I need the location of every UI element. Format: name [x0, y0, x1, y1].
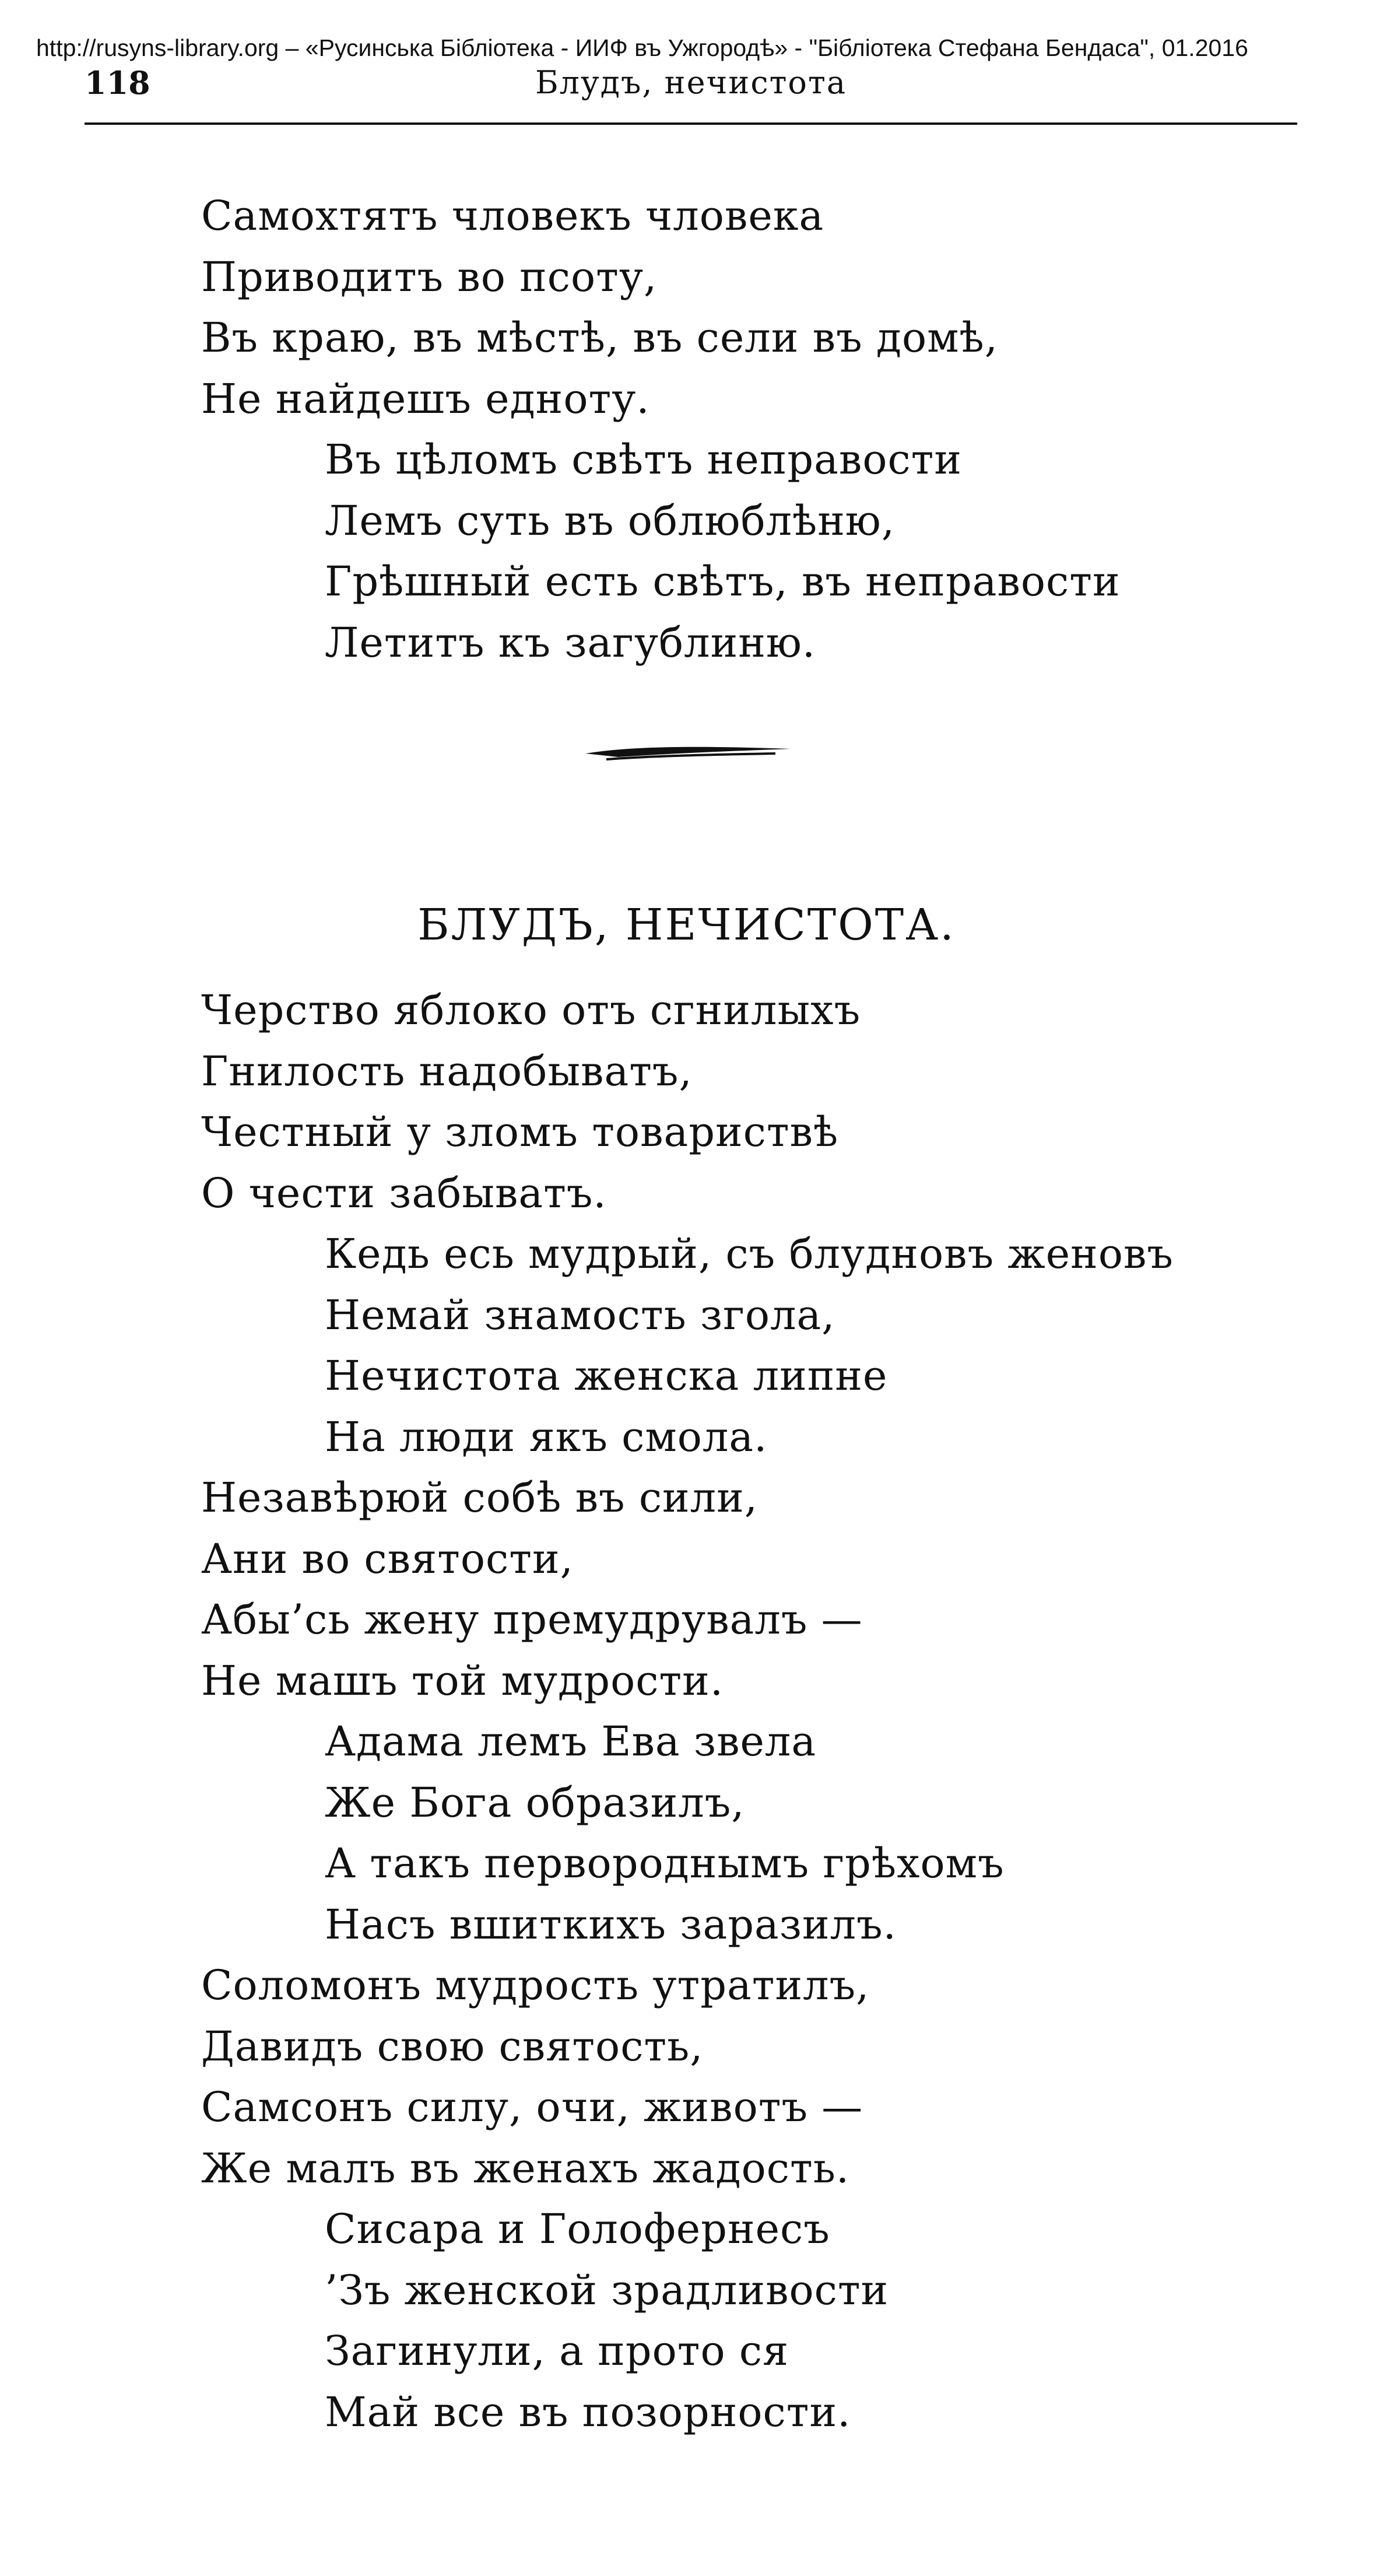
poem-line: Насъ вшиткихъ заразилъ.: [325, 1900, 897, 1948]
poem-line: Черство яблоко отъ сгнилыхъ: [201, 986, 861, 1034]
poem-line: Гнилость надобыватъ,: [201, 1047, 693, 1095]
poem-line: Соломонъ мудрость утратилъ,: [201, 1961, 870, 2009]
poem-line: Май все въ позорности.: [325, 2388, 851, 2436]
poem-line: Адама лемъ Ева звела: [325, 1718, 817, 1765]
poem-line: Въ краю, въ мѣстѣ, въ сели въ домѣ,: [201, 314, 999, 362]
poem-line: Же малъ въ женахъ жадость.: [201, 2144, 850, 2192]
ornament-divider: [583, 736, 793, 766]
poem-stanza-1: [201, 185, 1251, 673]
poem-line: Давидъ свою святость,: [201, 2022, 704, 2070]
poem-line: Самсонъ силу, очи, животъ —: [201, 2083, 863, 2131]
section-title: БЛУДЪ, НЕЧИСТОТА.: [417, 900, 956, 950]
page-number: 118: [85, 64, 150, 101]
source-url-line: http://rusyns-library.org – «Русинська Бібліотека - ИИФ въ Ужгородѣ» - "Бібліотека Стефана Бендаса", 01.2016: [36, 34, 1248, 61]
poem-line: Сисара и Голофернесъ: [325, 2205, 830, 2253]
poem-line: Нечистота женска липне: [325, 1352, 888, 1400]
poem-line: Не машъ той мудрости.: [201, 1656, 724, 1705]
poem-line: Летитъ къ загублиню.: [325, 618, 816, 667]
poem-line: Загинули, а прото ся: [325, 2327, 789, 2375]
poem-line: Незавѣрюй собѣ въ сили,: [201, 1474, 759, 1522]
poem-line: Же Бога образилъ,: [325, 1778, 745, 1827]
header-rule: [85, 122, 1297, 128]
poem-line: А такъ первороднымъ грѣхомъ: [325, 1839, 1005, 1887]
poem-line: Ани во святости,: [201, 1534, 574, 1583]
poem-line: Самохтятъ чловекъ чловека: [201, 192, 824, 240]
poem-line: На люди якъ смола.: [325, 1413, 768, 1461]
poem-line: ’Зъ женской зрадливости: [325, 2266, 889, 2314]
poem-line: Лемъ суть въ облюблѣню,: [325, 496, 896, 545]
running-title: Блудъ, нечистота: [535, 64, 847, 101]
poem-line: Абы’сь жену премудрувалъ —: [201, 1596, 863, 1643]
poem-line: О чести забыватъ.: [201, 1169, 607, 1217]
poem-line: Кедь есь мудрый, съ блудновъ женовъ: [325, 1230, 1174, 1278]
poem-line: Приводитъ во псоту,: [201, 253, 658, 301]
poem-stanza-2: [201, 980, 1251, 2442]
poem-line: Честный у зломъ товариствѣ: [201, 1108, 839, 1156]
poem-line: Грѣшный есть свѣтъ, въ неправости: [325, 558, 1121, 605]
page-header: [85, 63, 1297, 110]
poem-line: Не найдешъ едноту.: [201, 374, 650, 423]
poem-line: Въ цѣломъ свѣтъ неправости: [325, 436, 963, 483]
poem-line: Немай знамость згола,: [325, 1291, 835, 1339]
